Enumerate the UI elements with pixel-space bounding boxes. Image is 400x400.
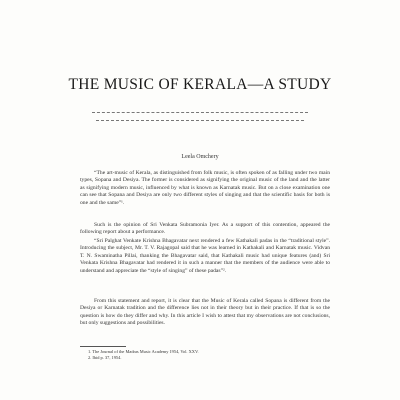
- footnote: 1. The Journal of the Madras Music Academy 1954, Vol. XXV.: [88, 349, 199, 354]
- author-name: Leela Omchery: [181, 154, 219, 160]
- page-title: THE MUSIC OF KERALA—A STUDY: [68, 76, 332, 93]
- title-divider-secondary: [96, 120, 304, 121]
- body-paragraph: From this statement and report, it is clear that the Music of Kerala called Sopana is different from the Desiya or Karnatak tradition and the difference lies not in their theory but in their practice. If that is so the question is how do they differ and why. In this article I wish to attest that my observations are not conclusions, but only suggestions and possibilities.: [80, 298, 330, 327]
- title-divider: [92, 112, 308, 113]
- footnote: 2. Ibid p. 37, 1954.: [88, 355, 122, 360]
- body-paragraph: “The art-music of Kerala, as distinguished from folk music, is often spoken of as falling under two main types, Sopana and Desiya. The former is considered as signifying the original music of the land and the latter as signifying modern music, influenced by what is known as Karnatak music. But on a close examination one can see that Sopana and Desiya are only two different styles of singing and that the scientific basis for both is one and the same”¹.: [80, 170, 330, 206]
- body-paragraph: Such is the opinion of Sri Venkata Subramonia Iyer. As a support of this contention, appeared the following report about a performance.: [80, 222, 330, 236]
- body-paragraph: “Sri Palghat Venkate Krishna Bhagavatar next rendered a few Kathakali padas in the “traditional style”. Introducing the subject, Mr. T. V. Rajagopal said that he was learned in Kathakali and Karnatak music. Vidvan T. N. Swaminatha Pillai, thanking the Bhagavatar said, that Kathakali music had unique features (and) Sri Venkata Krishna Bhagavatar had rendered it in such a manner that the members of the audience were able to understand and appreciate the “style of singing” of these padas”².: [80, 238, 330, 274]
- footnote-divider: [80, 346, 126, 347]
